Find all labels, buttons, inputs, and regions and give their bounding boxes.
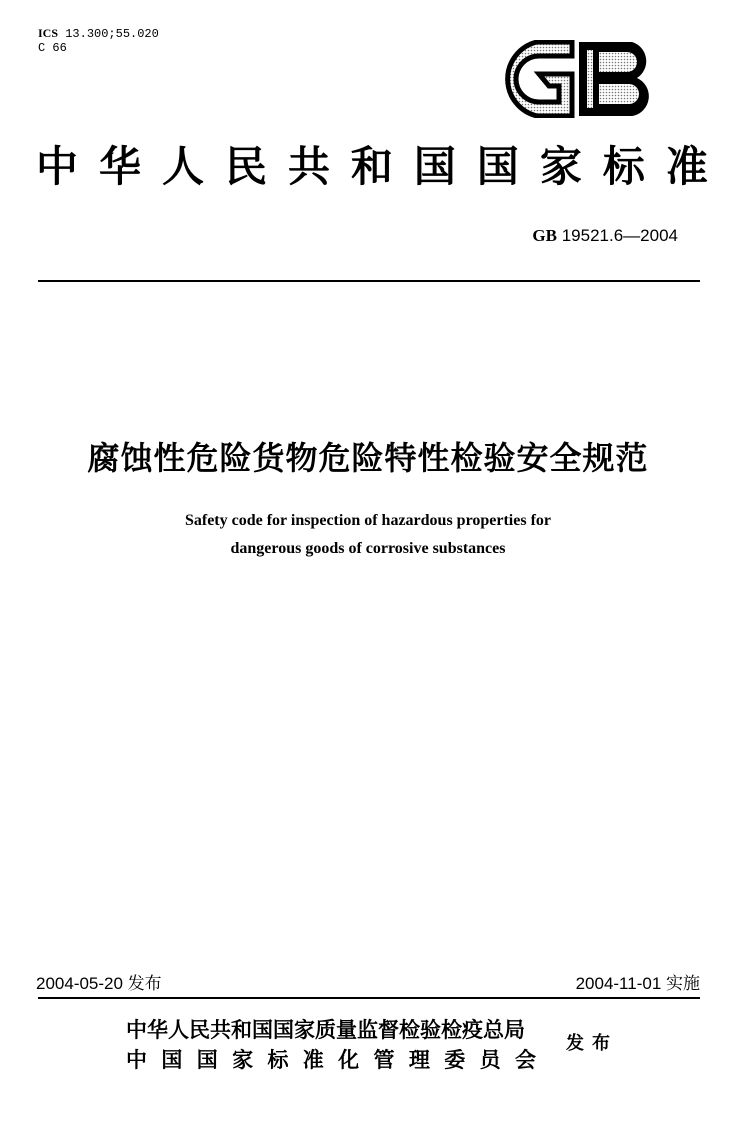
publisher-char: 中 <box>126 1049 147 1072</box>
publisher-char: 员 <box>479 1049 501 1072</box>
heading-char: 和 <box>350 142 393 191</box>
standard-code: 19521.6—2004 <box>561 226 678 245</box>
heading-char: 标 <box>602 142 645 191</box>
gb-logo <box>497 40 662 118</box>
heading-char: 华 <box>98 142 141 191</box>
ics-codes: 13.300;55.020 <box>65 27 159 41</box>
ics-label: ICS <box>38 26 59 40</box>
publisher-char: 标 <box>267 1049 289 1072</box>
title-english-line-1: Safety code for inspection of hazardous properties for <box>184 512 552 529</box>
heading-char: 共 <box>287 142 330 191</box>
publish-action: 发布 <box>566 1033 618 1053</box>
top-divider <box>38 280 700 282</box>
publisher-char: 委 <box>444 1049 466 1072</box>
heading-char: 民 <box>224 142 267 191</box>
publisher-sac <box>126 1048 536 1074</box>
heading-char: 国 <box>476 142 519 191</box>
heading-char: 人 <box>161 142 204 191</box>
heading-char: 国 <box>413 142 456 191</box>
publisher-char: 准 <box>302 1049 324 1072</box>
publisher-char: 化 <box>338 1049 360 1072</box>
title-english-line-2: dangerous goods of corrosive substances <box>230 540 506 557</box>
publisher-char: 理 <box>408 1049 430 1072</box>
standard-number <box>532 226 678 246</box>
heading-char: 中 <box>36 142 79 191</box>
ccs-code: C 66 <box>38 41 67 55</box>
publisher-aqsiq: 中华人民共和国国家质量监督检验检疫总局 <box>126 1019 525 1042</box>
national-standard-heading <box>36 142 708 192</box>
publisher-char: 管 <box>373 1049 395 1072</box>
title-chinese: 腐蚀性危险货物危险特性检验安全规范 <box>87 440 649 476</box>
heading-char: 家 <box>539 142 582 191</box>
publisher-char: 国 <box>161 1049 183 1072</box>
issue-date: 2004-05-20 发布 <box>36 974 162 993</box>
standard-prefix: GB <box>532 226 557 245</box>
implementation-date: 2004-11-01 实施 <box>575 974 700 993</box>
publisher-char: 会 <box>514 1049 536 1072</box>
publisher-char: 国 <box>196 1049 218 1072</box>
heading-char: 准 <box>665 142 708 191</box>
publisher-char: 家 <box>232 1049 254 1072</box>
classification-codes <box>38 26 159 55</box>
bottom-divider <box>38 997 700 999</box>
